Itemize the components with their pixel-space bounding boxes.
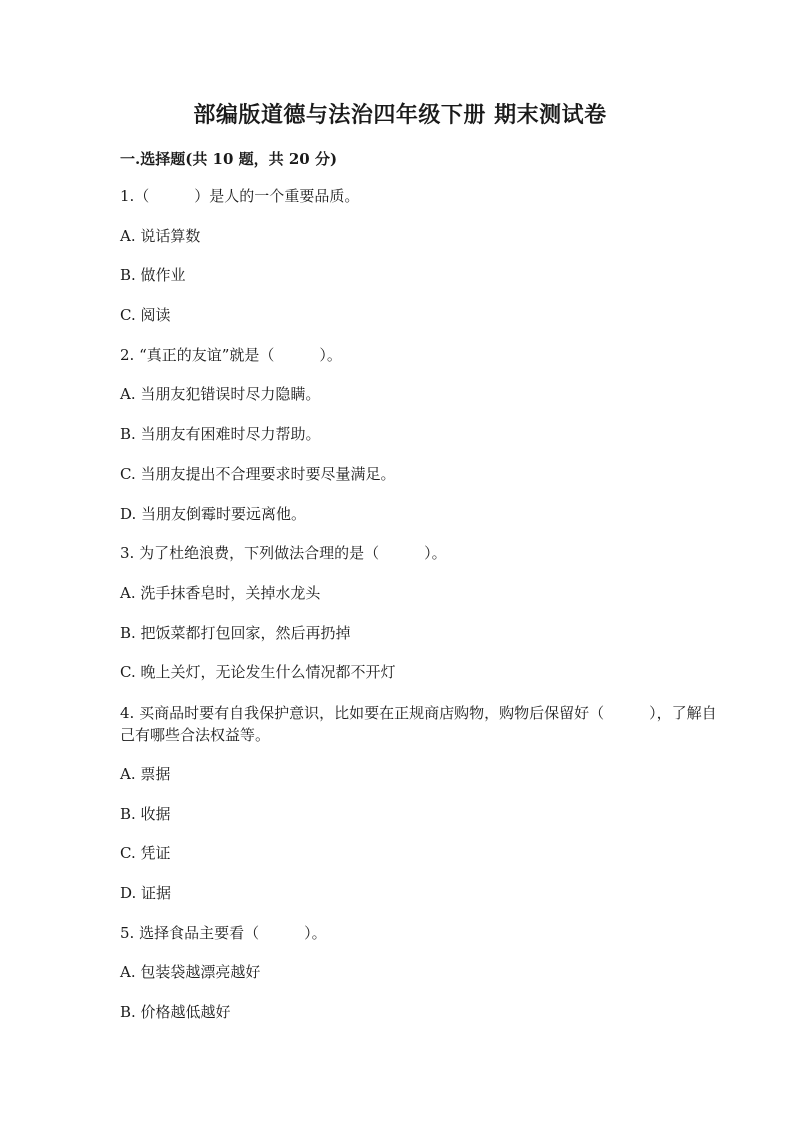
question-text: 1.（ ）是人的一个重要品质。 xyxy=(120,187,360,205)
option-text: A. 票据 xyxy=(120,764,171,783)
option-text: C. 凭证 xyxy=(120,844,171,863)
question-text: 5. 选择食品主要看（ ）。 xyxy=(120,923,327,942)
section-heading: 一.选择题(共 10 题，共 20 分) xyxy=(120,150,338,168)
option-text: D. 证据 xyxy=(120,884,172,902)
question-text: 4. 买商品时要有自我保护意识，比如要在正规商店购物，购物后保留好（ ），了解自己有哪些合法权益等。 xyxy=(120,703,717,744)
question-list xyxy=(120,186,720,1042)
option-text: B. 收据 xyxy=(120,804,171,823)
option-text: B. 做作业 xyxy=(120,266,186,285)
option-text: B. 把饭菜都打包回家，然后再扔掉 xyxy=(120,623,351,642)
option-text: A. 洗手抹香皂时，关掉水龙头 xyxy=(120,583,321,602)
question-text: 3. 为了杜绝浪费，下列做法合理的是（ ）。 xyxy=(120,544,447,563)
option-text: A. 当朋友犯错误时尽力隐瞒。 xyxy=(120,385,321,404)
option-text: C. 阅读 xyxy=(120,306,171,325)
option-text: D. 当朋友倒霉时要远离他。 xyxy=(120,504,307,523)
option-text: C. 当朋友提出不合理要求时要尽量满足。 xyxy=(120,464,396,483)
option-text: C. 晚上关灯，无论发生什么情况都不开灯 xyxy=(120,663,396,682)
option-text: A. 说话算数 xyxy=(120,226,201,245)
option-text: B. 当朋友有困难时尽力帮助。 xyxy=(120,425,321,444)
page-title: 部编版道德与法治四年级下册 期末测试卷 xyxy=(193,102,607,128)
question-text: 2. “真正的友谊”就是（ ）。 xyxy=(120,345,342,364)
option-text: A. 包装袋越漂亮越好 xyxy=(120,963,261,982)
option-text: B. 价格越低越好 xyxy=(120,1003,231,1022)
